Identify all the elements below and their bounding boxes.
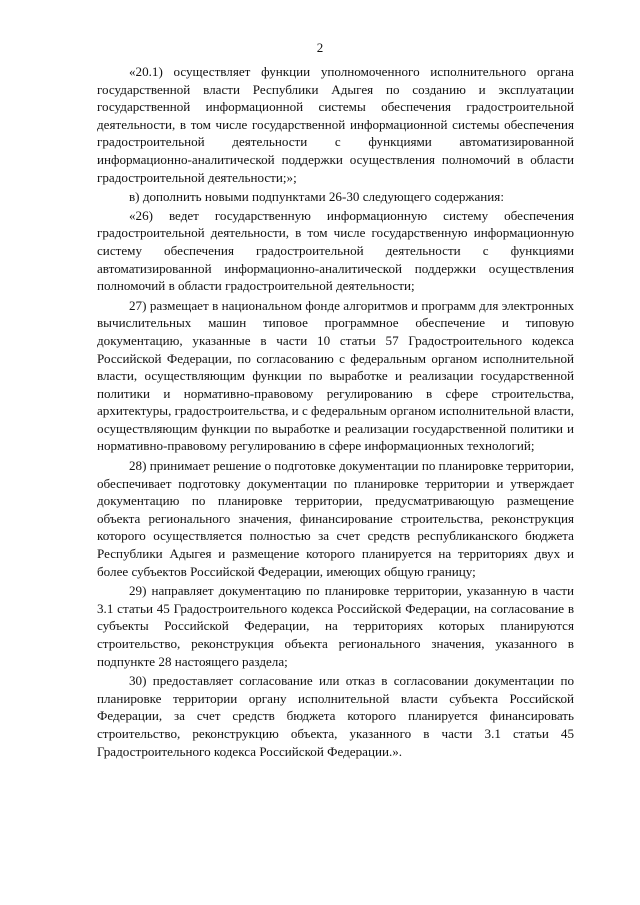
paragraph-27: 27) размещает в национальном фонде алгоритмов и программ для электронных вычислительных машин типовое программное обеспечение и типовую документацию, указанные в части 10 статьи 57 Градостроительного кодекса Российской Федерации, по согласованию с федеральным органом исполнительной власти, осуществляющим функции по выработке и реализации государственной политики и нормативно-правовому регулированию в сфере строительства, архитектуры, градостроительства, и с федеральным органом исполнительной власти, осуществляющим функции по выработке и реализации государственной политики и нормативно-правовому регулированию в сфере информационных технологий; — [97, 297, 574, 454]
paragraph-26: «26) ведет государственную информационную систему обеспечения градостроительной деятельности, в том числе государственную информационную систему обеспечения градостроительной деятельности с функциями автоматизированной информационно-аналитической поддержки осуществления полномочий в области градостроительной деятельности; — [97, 207, 574, 294]
paragraph-29: 29) направляет документацию по планировке территории, указанную в части 3.1 статьи 45 Градостроительного кодекса Российской Федерации, на согласование в субъекты Российской Федерации, на территориях которых планируются строительство, реконструкция объекта регионального значения, указанного в подпункте 28 настоящего раздела; — [97, 583, 574, 669]
paragraph-intro-v: в) дополнить новыми подпунктами 26-30 следующего содержания: — [129, 189, 504, 205]
page-number: 2 — [316, 40, 324, 55]
paragraph-28: 28) принимает решение о подготовке документации по планировке территории, обеспечивает подготовку документации по планировке территории и утверждает документацию по планировке территории, предусматривающую размещение объекта регионального значения, финансирование строительства, реконструкция которого осуществляется полностью за счет средств республиканского бюджета Республики Адыгея и размещение которого планируется на территориях двух и более субъектов Российской Федерации, имеющих общую границу; — [97, 458, 574, 579]
paragraph-20-1: «20.1) осуществляет функции уполномоченного исполнительного органа государственной власти Республики Адыгея по созданию и эксплуатации государственной информационной системы обеспечения градостроительной деятельности, в том числе государственной информационной системы обеспечения градостроительной деятельности с функциями автоматизированной информационно-аналитической поддержки осуществления полномочий в области градостроительной деятельности;»; — [97, 64, 574, 185]
document-body — [97, 63, 574, 762]
paragraph-30: 30) предоставляет согласование или отказ в согласовании документации по планировке территории органу исполнительной власти субъекта Российской Федерации, за счет средств бюджета которого планируется финансировать строительство, реконструкцию объекта, указанного в части 3.1 статьи 45 Градостроительного кодекса Российской Федерации.». — [97, 673, 574, 759]
